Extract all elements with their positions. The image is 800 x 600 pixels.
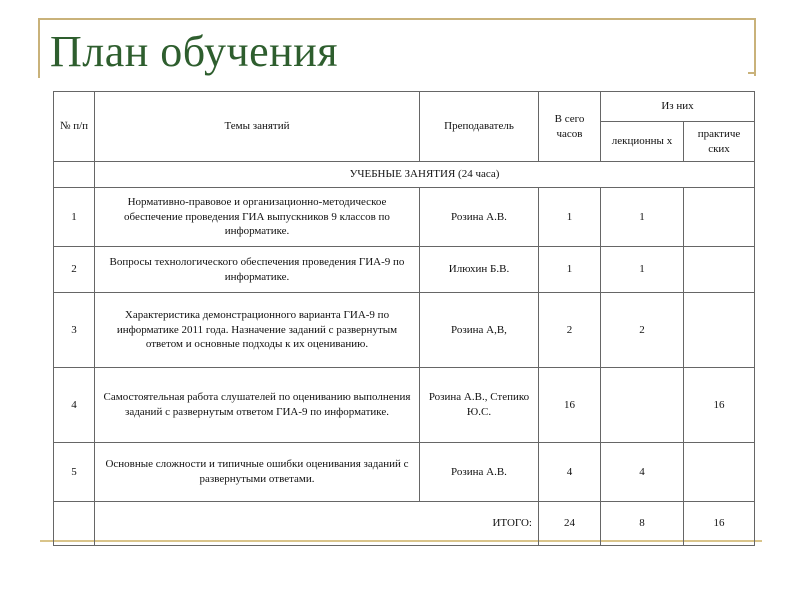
row-topic: Вопросы технологического обеспечения проведения ГИА-9 по информатике.	[95, 247, 420, 293]
study-plan-table	[53, 91, 755, 546]
header-total-hours: В сего часов	[539, 92, 601, 162]
table-row	[54, 293, 755, 368]
row-total: 1	[539, 188, 601, 247]
row-num: 5	[54, 443, 95, 502]
row-practice	[684, 247, 755, 293]
frame-left-line	[38, 18, 40, 78]
row-num: 4	[54, 368, 95, 443]
header-lectures: лекционны х	[601, 122, 684, 162]
row-practice: 16	[684, 368, 755, 443]
row-lectures	[601, 368, 684, 443]
frame-top-line	[38, 18, 756, 20]
row-total: 16	[539, 368, 601, 443]
total-hours: 24	[539, 502, 601, 546]
header-of-them: Из них	[601, 92, 755, 122]
row-topic: Характеристика демонстрационного варианта ГИА-9 по информатике 2011 года. Назначение заданий с развернутым ответом и основные подходы к их оцениванию.	[95, 293, 420, 368]
section-empty-cell	[54, 162, 95, 188]
row-num: 3	[54, 293, 95, 368]
total-row	[54, 502, 755, 546]
row-teacher: Розина А.В.	[420, 188, 539, 247]
row-teacher: Илюхин Б.В.	[420, 247, 539, 293]
section-row	[54, 162, 755, 188]
row-lectures: 1	[601, 247, 684, 293]
section-title: УЧЕБНЫЕ ЗАНЯТИЯ (24 часа)	[95, 162, 755, 188]
row-teacher: Розина А.В.	[420, 443, 539, 502]
header-num: № п/п	[54, 92, 95, 162]
row-practice	[684, 293, 755, 368]
table-row	[54, 247, 755, 293]
total-empty-cell	[54, 502, 95, 546]
row-total: 2	[539, 293, 601, 368]
row-teacher: Розина А,В,	[420, 293, 539, 368]
frame-title-tick	[748, 72, 756, 74]
row-num: 1	[54, 188, 95, 247]
total-lectures: 8	[601, 502, 684, 546]
row-practice	[684, 188, 755, 247]
total-label: ИТОГО:	[95, 502, 539, 546]
table-row	[54, 188, 755, 247]
row-practice	[684, 443, 755, 502]
slide-title: План обучения	[50, 27, 339, 76]
row-topic: Нормативно-правовое и организационно-методическое обеспечение проведения ГИА выпускников 9 классов по информатике.	[95, 188, 420, 247]
row-num: 2	[54, 247, 95, 293]
row-total: 4	[539, 443, 601, 502]
total-practice: 16	[684, 502, 755, 546]
frame-right-line	[754, 18, 756, 76]
row-topic: Основные сложности и типичные ошибки оценивания заданий с развернутыми ответами.	[95, 443, 420, 502]
row-lectures: 2	[601, 293, 684, 368]
header-practice: практиче ских	[684, 122, 755, 162]
row-teacher: Розина А.В., Степико Ю.С.	[420, 368, 539, 443]
header-row	[54, 92, 755, 122]
table-row	[54, 443, 755, 502]
table-row	[54, 368, 755, 443]
header-topic: Темы занятий	[95, 92, 420, 162]
row-lectures: 1	[601, 188, 684, 247]
row-lectures: 4	[601, 443, 684, 502]
header-teacher: Преподаватель	[420, 92, 539, 162]
row-topic: Самостоятельная работа слушателей по оцениванию выполнения заданий с развернутым ответом ГИА-9 по информатике.	[95, 368, 420, 443]
row-total: 1	[539, 247, 601, 293]
